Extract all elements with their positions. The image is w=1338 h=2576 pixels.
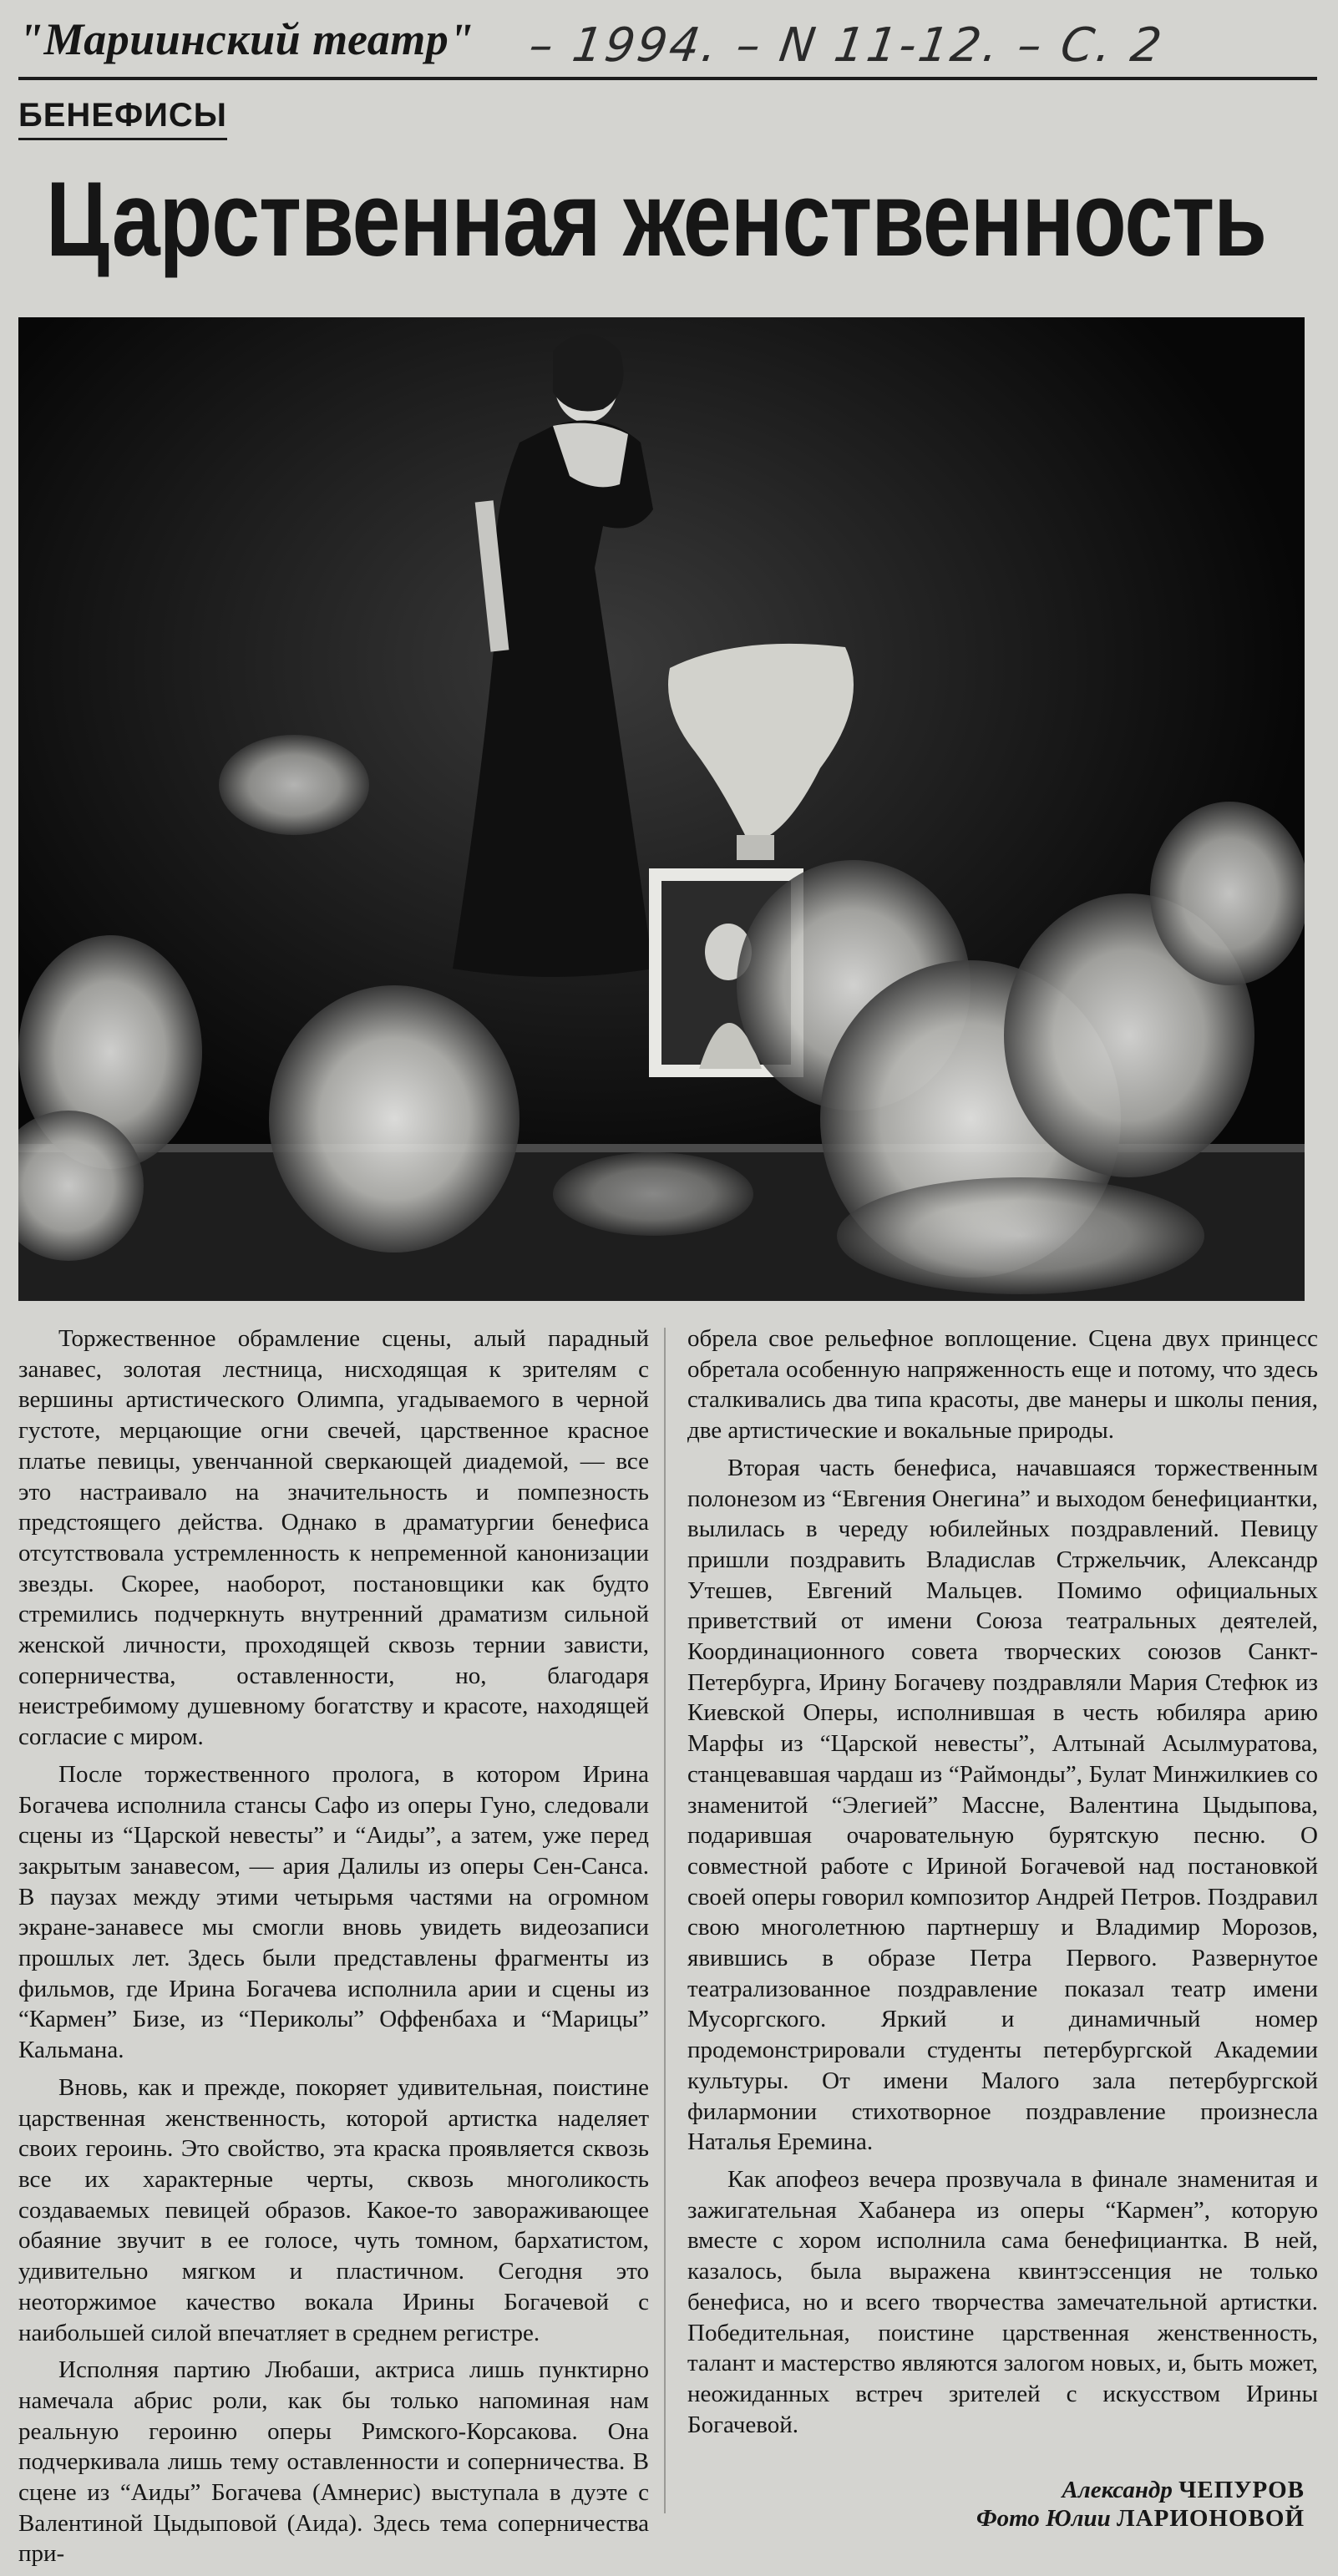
article-paragraph: обрела свое рельефное воплощение. Сцена двух принцесс обретала особенную напряженность еще и потому, что здесь сталкивались два типа красоты, две манеры и школы пения, две артистические и вокальные природы. (687, 1325, 1318, 1445)
newspaper-name: "Мариинский театр" (18, 14, 474, 64)
article-column-right (687, 1323, 1318, 2447)
handwritten-citation: – 1994. – N 11-12. – С. 2 (525, 18, 1168, 73)
photo-credit-prefix: Фото Юлии (976, 2505, 1111, 2532)
stage-photo (18, 317, 1305, 1301)
photographer-surname: ЛАРИОНОВОЙ (1117, 2505, 1305, 2532)
article-paragraph: После торжественного пролога, в котором Ирина Богачева исполнила стансы Сафо из оперы Гуно, следовали сцены из “Царской невесты” и “Аиды”, а затем, уже перед закрытым занавесом, — ария Далилы из оперы Сен-Санса. В паузах между этими четырьмя частями на огромном экране-занавесе мы смогли вновь увидеть видеозаписи прошлых лет. Здесь были представлены фрагменты из фильмов, где Ирина Богачева исполнила арии и сцены из “Кармен” Бизе, из “Периколы” Оффенбаха и “Марицы” Кальмана. (18, 1760, 649, 2064)
article-headline: Царственная женственность (46, 160, 1267, 280)
author-first-name: Александр (1062, 2477, 1173, 2503)
article-paragraph: Торжественное обрамление сцены, алый парадный занавес, золотая лестница, нисходящая к зрителям с вершины артистического Олимпа, угадываемого в черной густоте, мерцающие огни свечей, царственное красное платье певицы, увенчанной сверкающей диадемой, — все это настраивало на значительность и помпезность предстоящего действа. Однако в драматургии бенефиса отсутствовала устремленность к непременной канонизации звезды. Скорее, наоборот, постановщики как будто стремились подчеркнуть внутренний драматизм сильной женской личности, проходящей сквозь тернии зависти, соперничества, оставленности, но, благодаря неистребимому душевному богатству и красоте, находящей согласие с миром. (18, 1325, 649, 1751)
column-divider (664, 1328, 666, 2513)
author-credit (976, 2476, 1305, 2504)
article-paragraph: Вторая часть бенефиса, начавшаяся торжественным полонезом из “Евгения Онегина” и выходом бенефициантки, вылилась в череду юбилейных поздравлений. Певицу пришли поздравить Владислав Стржельчик, Александр Утешев, Евгений Мальцев. Помимо официальных приветствий от имени Союза театральных деятелей, Координационного совета творческих союзов Санкт-Петербурга, Ирину Богачеву поздравляли Мария Стефюк из Киевской Оперы, исполнившая в честь юбиляра арию Марфы из “Царской невесты”, Алтынай Асылмуратова, станцевавшая чардаш из “Раймонды”, Булат Минжилкиев со знаменитой “Элегией” Массне, Валентина Цыдыпова, подарившая очаровательную бурятскую песню. О совместной работе с Ириной Богачевой над постановкой своей оперы говорил композитор Андрей Петров. Поздравил свою многолетнюю партнершу и Владимир Морозов, явившись в образе Петра Первого. Развернутое театрализованное поздравление показал театр имени Мусоргского. Яркий и динамичный номер продемонстрировали студенты петербургской Академии культуры. От имени Малого зала петербургской филармонии стихотворное поздравление произнесла Наталья Еремина. (687, 1454, 1318, 2156)
article-paragraph: Исполняя партию Любаши, актриса лишь пунктирно намечала абрис роли, как бы только напоминая нам реальную героиню оперы Римского-Корсакова. Она подчеркивала лишь тему оставленности и соперничества. В сцене из “Аиды” Богачева (Амнерис) выступала в дуэте с Валентиной Цыдыповой (Аида). Здесь тема соперничества при- (18, 2356, 649, 2568)
author-surname: ЧЕПУРОВ (1178, 2477, 1305, 2503)
article-paragraph: Вновь, как и прежде, покоряет удивительная, поистине царственная женственность, которой артистка наделяет своих героинь. Это свойство, эта краска проявляется сквозь все их характерные черты, сквозь многоликость создаваемых певицей образов. Какое-то завораживающее обаяние звучит в ее голосе, чуть томном, бархатистом, удивительно мягком и пластичном. Сегодня это неоторжимое качество вокала Ирины Богачевой с наибольшей силой впечатляет в среднем регистре. (18, 2073, 649, 2346)
article-paragraph: Как апофеоз вечера прозвучала в финале знаменитая и зажигательная Хабанера из оперы “Кармен”, которую вместе с хором исполнила сама бенефициантка. В ней, казалось, была выражена квинтэссенция не только бенефиса, но и всего творчества замечательной артистки. Победительная, поистине царственная женственность, талант и мастерство являются залогом новых, и, быть может, неожиданных встреч зрителей с искусством Ирины Богачевой. (687, 2165, 1318, 2438)
stage-photo-illustration (18, 317, 1305, 1301)
section-rubric: БЕНЕФИСЫ (18, 97, 227, 140)
article-byline (976, 2476, 1305, 2533)
article-column-left (18, 1323, 649, 2576)
newspaper-header (18, 12, 1317, 80)
photo-credit (976, 2504, 1305, 2533)
